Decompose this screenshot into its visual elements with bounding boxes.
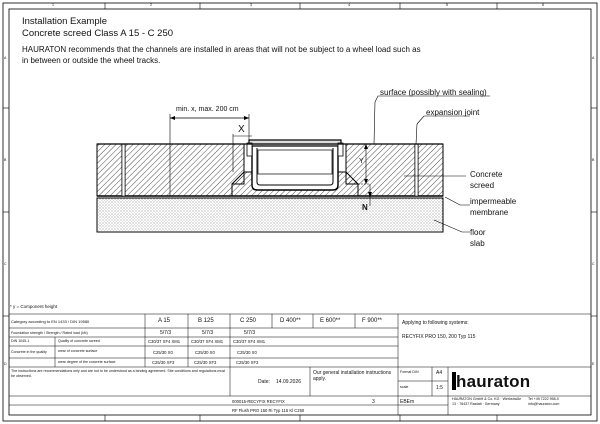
border-letter: E — [592, 362, 595, 366]
strength-value: 5/7/3 — [244, 330, 256, 336]
category-label: Category according to EN 1433 / DIN 19580 — [11, 319, 90, 324]
dimension-label: min. x, max. 200 cm — [176, 106, 239, 113]
class-a15: A 15 — [158, 318, 171, 324]
applying-value: RECYFIX PRO 150, 200 Typ 115 — [402, 334, 476, 340]
date-value: 14.09.2026 — [276, 379, 302, 385]
wear-degree-value: C25/30 XF3 — [236, 360, 259, 365]
screed-quality-label: Quality of concrete screed — [58, 339, 100, 343]
class-d400: D 400** — [280, 318, 301, 324]
concrete-quality-label: Concrete in the quality — [11, 350, 47, 354]
y-mark: Y — [359, 158, 364, 165]
screed-label-1: Concrete — [470, 170, 503, 179]
border-number: 4 — [348, 3, 350, 7]
border-number: 3 — [250, 3, 252, 7]
border-letter: A — [4, 56, 7, 60]
din-label: DIN 1045-1 — [11, 339, 30, 343]
screed-quality-value: C30/37 XF4 XM1 — [191, 339, 224, 344]
x-mark: X — [238, 124, 245, 135]
editor: EBEm — [400, 399, 415, 405]
border-number: 6 — [542, 3, 544, 7]
drawing-number: 000015-RECYFIX RECYFIX — [232, 399, 285, 404]
concrete-quality-value: C25/30 X0 — [153, 350, 173, 355]
intro-text: HAURATON recommends that the channels are installed in areas that will not be subject to a wheel load such as in between or outside the wheel tracks. — [22, 45, 421, 65]
wear-degree-label: wear degree of the concrete surface — [58, 360, 116, 364]
page-subtitle: Concrete screed Class A 15 - C 250 — [22, 28, 174, 39]
border-letter: D — [4, 362, 7, 366]
format-label: Format DIN — [400, 370, 419, 374]
screed-quality-value: C30/37 XF4 XM1 — [233, 339, 266, 344]
footnote: * y = Component height — [10, 304, 58, 309]
surface-label: surface (possibly with sealing) — [380, 88, 487, 97]
general-note: Our general installation instructions apply. — [313, 370, 392, 382]
company-logo: hauraton — [456, 372, 531, 391]
concrete-quality-value: C25/30 X0 — [195, 350, 215, 355]
scale-label: scale — [400, 385, 409, 389]
border-letter: A — [592, 56, 595, 60]
floor-label-2: slab — [470, 239, 485, 248]
membrane-label-2: membrane — [470, 208, 509, 217]
class-c250: C 250 — [240, 318, 257, 324]
floor-label-1: floor — [470, 228, 486, 237]
border-number: 1 — [52, 3, 54, 7]
strength-value: 5/7/3 — [160, 330, 172, 336]
wear-degree-value: C25/30 XF3 — [152, 360, 175, 365]
sheet-number: 3 — [372, 399, 375, 405]
scale-value: 1:5 — [436, 385, 443, 391]
wear-label: wear of concrete surface — [58, 349, 98, 353]
strength-value: 5/7/3 — [202, 330, 214, 336]
class-b125: B 125 — [198, 318, 214, 324]
border-letter: B — [592, 158, 595, 162]
expansion-joint-label: expansion joint — [426, 108, 480, 117]
wear-degree-value: C25/30 XF3 — [194, 360, 217, 365]
page-title: Installation Example — [22, 16, 108, 27]
company-email: info@hauraton.com — [528, 402, 560, 406]
border-letter: C — [4, 262, 7, 266]
n-mark: N — [362, 203, 368, 212]
border-number: 2 — [150, 3, 152, 7]
screed-quality-value: C30/37 XF4 XM1 — [148, 339, 181, 344]
class-e600: E 600** — [320, 318, 341, 324]
applying-label: Applying to following systems: — [402, 320, 469, 326]
screed-label-2: screed — [470, 181, 495, 190]
file-name: RF Flush PRO 150 Ri Typ 115 Kl C250 — [232, 408, 305, 413]
border-letter: C — [592, 262, 595, 266]
date-label: Date: — [258, 379, 270, 385]
class-f900: F 900** — [362, 318, 383, 324]
notes: The instructions are recommendations only and are not to be understood as a binding agreement. Site conditions and regulations must be observed. — [11, 369, 226, 378]
concrete-quality-value: C25/30 X0 — [237, 350, 257, 355]
company-phone: Tel +49 7222 958-0 — [528, 397, 559, 401]
border-letter: B — [4, 158, 7, 162]
format-value: A4 — [436, 370, 443, 376]
company-address: HAURATON GmbH & Co. KG · Werkstraße 13 · 76437 Rastatt · Germany — [452, 397, 522, 406]
membrane-label-1: impermeable — [470, 197, 517, 206]
strength-label: Foundation strength / Strength / Rated load (kN) — [11, 331, 88, 335]
border-number: 5 — [446, 3, 448, 7]
